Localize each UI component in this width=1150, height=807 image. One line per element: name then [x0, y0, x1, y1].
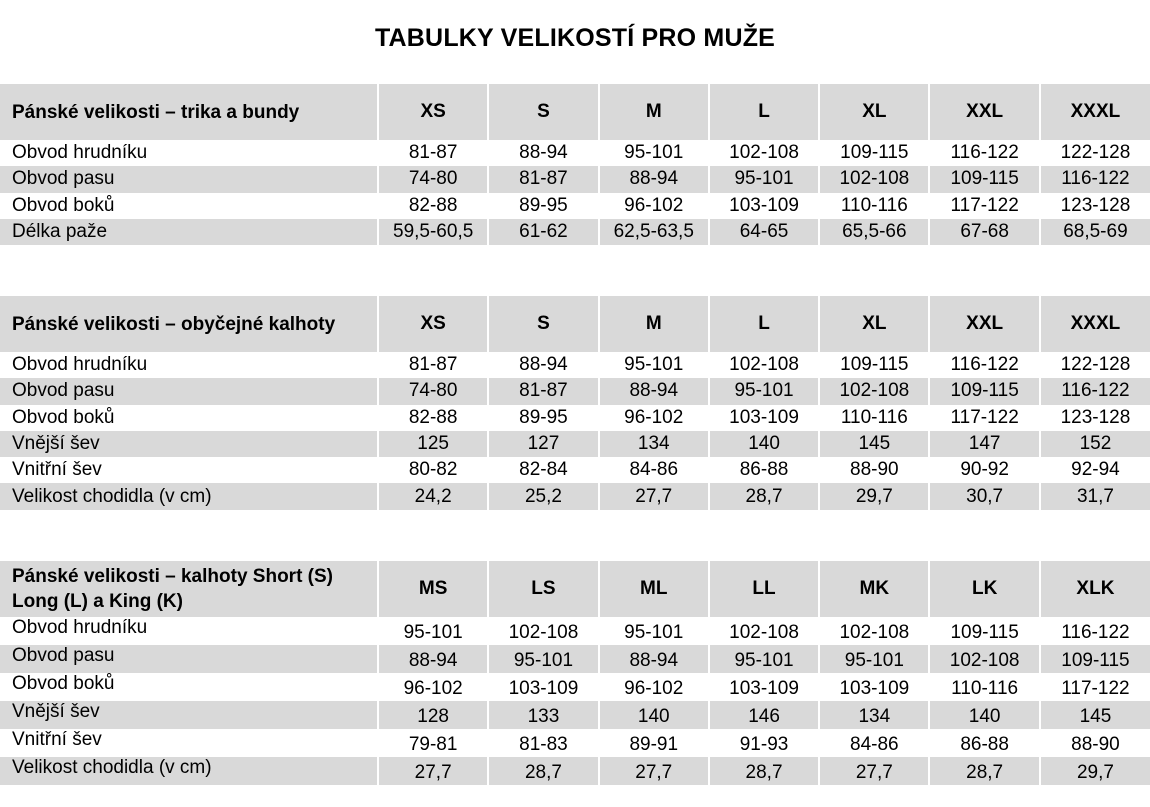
- row-label: Vnější šev: [0, 701, 378, 729]
- table-cell: 65,5-66: [819, 219, 929, 245]
- table-cell: 81-87: [488, 378, 598, 404]
- table-cell: 152: [1040, 431, 1150, 457]
- size-header: L: [709, 296, 819, 352]
- row-label: Obvod pasu: [0, 378, 378, 404]
- table-cell: 95-101: [709, 645, 819, 673]
- table-cell: 79-81: [378, 729, 488, 757]
- table-row: [0, 645, 1150, 673]
- table-cell: 81-83: [488, 729, 598, 757]
- table-cell: 103-109: [488, 673, 598, 701]
- table-cell: 67-68: [929, 219, 1039, 245]
- table-cell: 64-65: [709, 219, 819, 245]
- table-cell: 84-86: [819, 729, 929, 757]
- row-label: Obvod pasu: [0, 166, 378, 192]
- table-cell: 127: [488, 431, 598, 457]
- table-cell: 84-86: [599, 457, 709, 483]
- table-cell: 109-115: [929, 617, 1039, 645]
- table-row: [0, 483, 1150, 509]
- size-table-short-long-king-trousers: [0, 561, 1150, 785]
- table-cell: 59,5-60,5: [378, 219, 488, 245]
- size-header: L: [709, 84, 819, 140]
- table-cell: 61-62: [488, 219, 598, 245]
- table-cell: 145: [819, 431, 929, 457]
- table-cell: 95-101: [488, 645, 598, 673]
- table-cell: 95-101: [819, 645, 929, 673]
- size-header: XXL: [929, 296, 1039, 352]
- table-cell: 110-116: [819, 405, 929, 431]
- table-cell: 102-108: [709, 617, 819, 645]
- table-cell: 29,7: [819, 483, 929, 509]
- size-table-regular-trousers: [0, 296, 1150, 510]
- table-row: [0, 701, 1150, 729]
- table-cell: 74-80: [378, 378, 488, 404]
- size-header: XXXL: [1040, 296, 1150, 352]
- table-cell: 82-88: [378, 193, 488, 219]
- table-row: [0, 219, 1150, 245]
- table-cell: 27,7: [599, 757, 709, 785]
- table-cell: 91-93: [709, 729, 819, 757]
- table-cell: 96-102: [599, 405, 709, 431]
- size-header: LK: [929, 561, 1039, 617]
- row-label: Vnitřní šev: [12, 459, 102, 481]
- table-cell: 147: [929, 431, 1039, 457]
- table-cell: 116-122: [1040, 378, 1150, 404]
- table-row: [0, 166, 1150, 192]
- table-cell: 96-102: [599, 193, 709, 219]
- table-cell: 96-102: [599, 673, 709, 701]
- table-cell: 95-101: [378, 617, 488, 645]
- table-cell: 25,2: [488, 483, 598, 509]
- table-cell: 102-108: [819, 166, 929, 192]
- row-label: Obvod boků: [12, 406, 115, 428]
- table-cell: 110-116: [929, 673, 1039, 701]
- table-cell: 62,5-63,5: [599, 219, 709, 245]
- table-cell: 27,7: [378, 757, 488, 785]
- size-header: LL: [709, 561, 819, 617]
- size-table-shirts-jackets: [0, 84, 1150, 245]
- table-row: [0, 140, 1150, 166]
- table-cell: 110-116: [819, 193, 929, 219]
- table-row: [0, 193, 1150, 219]
- row-label: Obvod hrudníku: [12, 142, 148, 164]
- row-label: Obvod hrudníku: [12, 354, 148, 376]
- table-cell: 95-101: [709, 378, 819, 404]
- row-label: Vnější šev: [0, 431, 378, 457]
- table-cell: 122-128: [1040, 140, 1150, 166]
- table-cell: 82-88: [378, 405, 488, 431]
- table-header-row: [0, 296, 1150, 352]
- table-cell: 102-108: [709, 352, 819, 378]
- table-cell: 140: [929, 701, 1039, 729]
- size-header: XS: [378, 296, 488, 352]
- table-cell: 134: [819, 701, 929, 729]
- table-cell: 123-128: [1040, 405, 1150, 431]
- table-header-label-line2: Long (L) a King (K): [12, 591, 183, 612]
- table-row: [0, 378, 1150, 404]
- table-cell: 74-80: [378, 166, 488, 192]
- table-header-row: [0, 561, 1150, 617]
- table-cell: 128: [378, 701, 488, 729]
- table-cell: 88-94: [599, 166, 709, 192]
- table-cell: 103-109: [709, 193, 819, 219]
- table-cell: 109-115: [819, 140, 929, 166]
- table-cell: 95-101: [599, 140, 709, 166]
- table-row: [0, 352, 1150, 378]
- table-cell: 95-101: [599, 617, 709, 645]
- table-row: [0, 431, 1150, 457]
- table-cell: 86-88: [709, 457, 819, 483]
- table-cell: 30,7: [929, 483, 1039, 509]
- page-title: TABULKY VELIKOSTÍ PRO MUŽE: [374, 24, 776, 52]
- table-cell: 102-108: [819, 378, 929, 404]
- size-header: XL: [819, 84, 929, 140]
- row-label: Obvod hrudníku: [12, 617, 148, 638]
- size-header: LS: [488, 561, 598, 617]
- table-cell: 88-94: [378, 645, 488, 673]
- table-cell: 140: [599, 701, 709, 729]
- table-cell: 96-102: [378, 673, 488, 701]
- table-cell: 90-92: [929, 457, 1039, 483]
- table-cell: 89-91: [599, 729, 709, 757]
- table-cell: 133: [488, 701, 598, 729]
- table-row: [0, 405, 1150, 431]
- table-cell: 134: [599, 431, 709, 457]
- table-cell: 89-95: [488, 405, 598, 431]
- row-label: Velikost chodidla (v cm): [0, 757, 378, 785]
- table-cell: 81-87: [378, 352, 488, 378]
- table-cell: 27,7: [819, 757, 929, 785]
- table-cell: 103-109: [819, 673, 929, 701]
- table-cell: 145: [1040, 701, 1150, 729]
- table-cell: 95-101: [709, 166, 819, 192]
- table-row: [0, 457, 1150, 483]
- table-header-label: Pánské velikosti – obyčejné kalhoty: [0, 296, 378, 352]
- size-header: S: [488, 84, 598, 140]
- row-label: Délka paže: [0, 219, 378, 245]
- table-cell: 88-94: [488, 140, 598, 166]
- table-cell: 88-94: [488, 352, 598, 378]
- table-cell: 103-109: [709, 405, 819, 431]
- table-cell: 109-115: [1040, 645, 1150, 673]
- size-header: XS: [378, 84, 488, 140]
- table-cell: 88-94: [599, 378, 709, 404]
- table-cell: 81-87: [488, 166, 598, 192]
- table-cell: 116-122: [929, 352, 1039, 378]
- table-cell: 102-108: [709, 140, 819, 166]
- size-header: XXXL: [1040, 84, 1150, 140]
- table-cell: 109-115: [929, 166, 1039, 192]
- table-cell: 27,7: [599, 483, 709, 509]
- table-cell: 116-122: [1040, 617, 1150, 645]
- table-cell: 68,5-69: [1040, 219, 1150, 245]
- table-cell: 28,7: [709, 483, 819, 509]
- table-cell: 102-108: [819, 617, 929, 645]
- table-cell: 88-90: [1040, 729, 1150, 757]
- size-header: S: [488, 296, 598, 352]
- size-header: M: [599, 84, 709, 140]
- table-cell: 81-87: [378, 140, 488, 166]
- table-cell: 92-94: [1040, 457, 1150, 483]
- table-cell: 95-101: [599, 352, 709, 378]
- table-cell: 102-108: [488, 617, 598, 645]
- size-header: MS: [378, 561, 488, 617]
- table-cell: 82-84: [488, 457, 598, 483]
- size-header: XXL: [929, 84, 1039, 140]
- size-header: ML: [599, 561, 709, 617]
- table-cell: 24,2: [378, 483, 488, 509]
- table-cell: 140: [709, 431, 819, 457]
- size-header: XLK: [1040, 561, 1150, 617]
- row-label: Obvod pasu: [0, 645, 378, 673]
- size-header: M: [599, 296, 709, 352]
- table-cell: 117-122: [1040, 673, 1150, 701]
- table-cell: 102-108: [929, 645, 1039, 673]
- row-label: Velikost chodidla (v cm): [0, 483, 378, 509]
- table-cell: 88-94: [599, 645, 709, 673]
- row-label: Obvod boků: [12, 673, 115, 694]
- table-cell: 28,7: [709, 757, 819, 785]
- table-cell: 117-122: [929, 405, 1039, 431]
- row-label: Obvod boků: [12, 194, 115, 216]
- table-cell: 29,7: [1040, 757, 1150, 785]
- table-cell: 146: [709, 701, 819, 729]
- table-cell: 117-122: [929, 193, 1039, 219]
- table-row: [0, 673, 1150, 701]
- table-row: [0, 757, 1150, 785]
- table-header-label-line1: Pánské velikosti – kalhoty Short (S): [12, 566, 333, 587]
- table-cell: 86-88: [929, 729, 1039, 757]
- table-cell: 123-128: [1040, 193, 1150, 219]
- table-cell: 89-95: [488, 193, 598, 219]
- size-header: XL: [819, 296, 929, 352]
- size-header: MK: [819, 561, 929, 617]
- row-label: Vnitřní šev: [12, 729, 102, 750]
- table-cell: 109-115: [929, 378, 1039, 404]
- table-cell: 28,7: [488, 757, 598, 785]
- table-header-label: [0, 561, 378, 617]
- table-cell: 103-109: [709, 673, 819, 701]
- table-cell: 116-122: [929, 140, 1039, 166]
- table-row: [0, 729, 1150, 757]
- table-cell: 125: [378, 431, 488, 457]
- table-cell: 31,7: [1040, 483, 1150, 509]
- table-cell: 122-128: [1040, 352, 1150, 378]
- table-cell: 28,7: [929, 757, 1039, 785]
- table-row: [0, 617, 1150, 645]
- table-header-label: Pánské velikosti – trika a bundy: [0, 84, 378, 140]
- table-cell: 88-90: [819, 457, 929, 483]
- table-cell: 80-82: [378, 457, 488, 483]
- table-header-row: [0, 84, 1150, 140]
- table-cell: 116-122: [1040, 166, 1150, 192]
- table-cell: 109-115: [819, 352, 929, 378]
